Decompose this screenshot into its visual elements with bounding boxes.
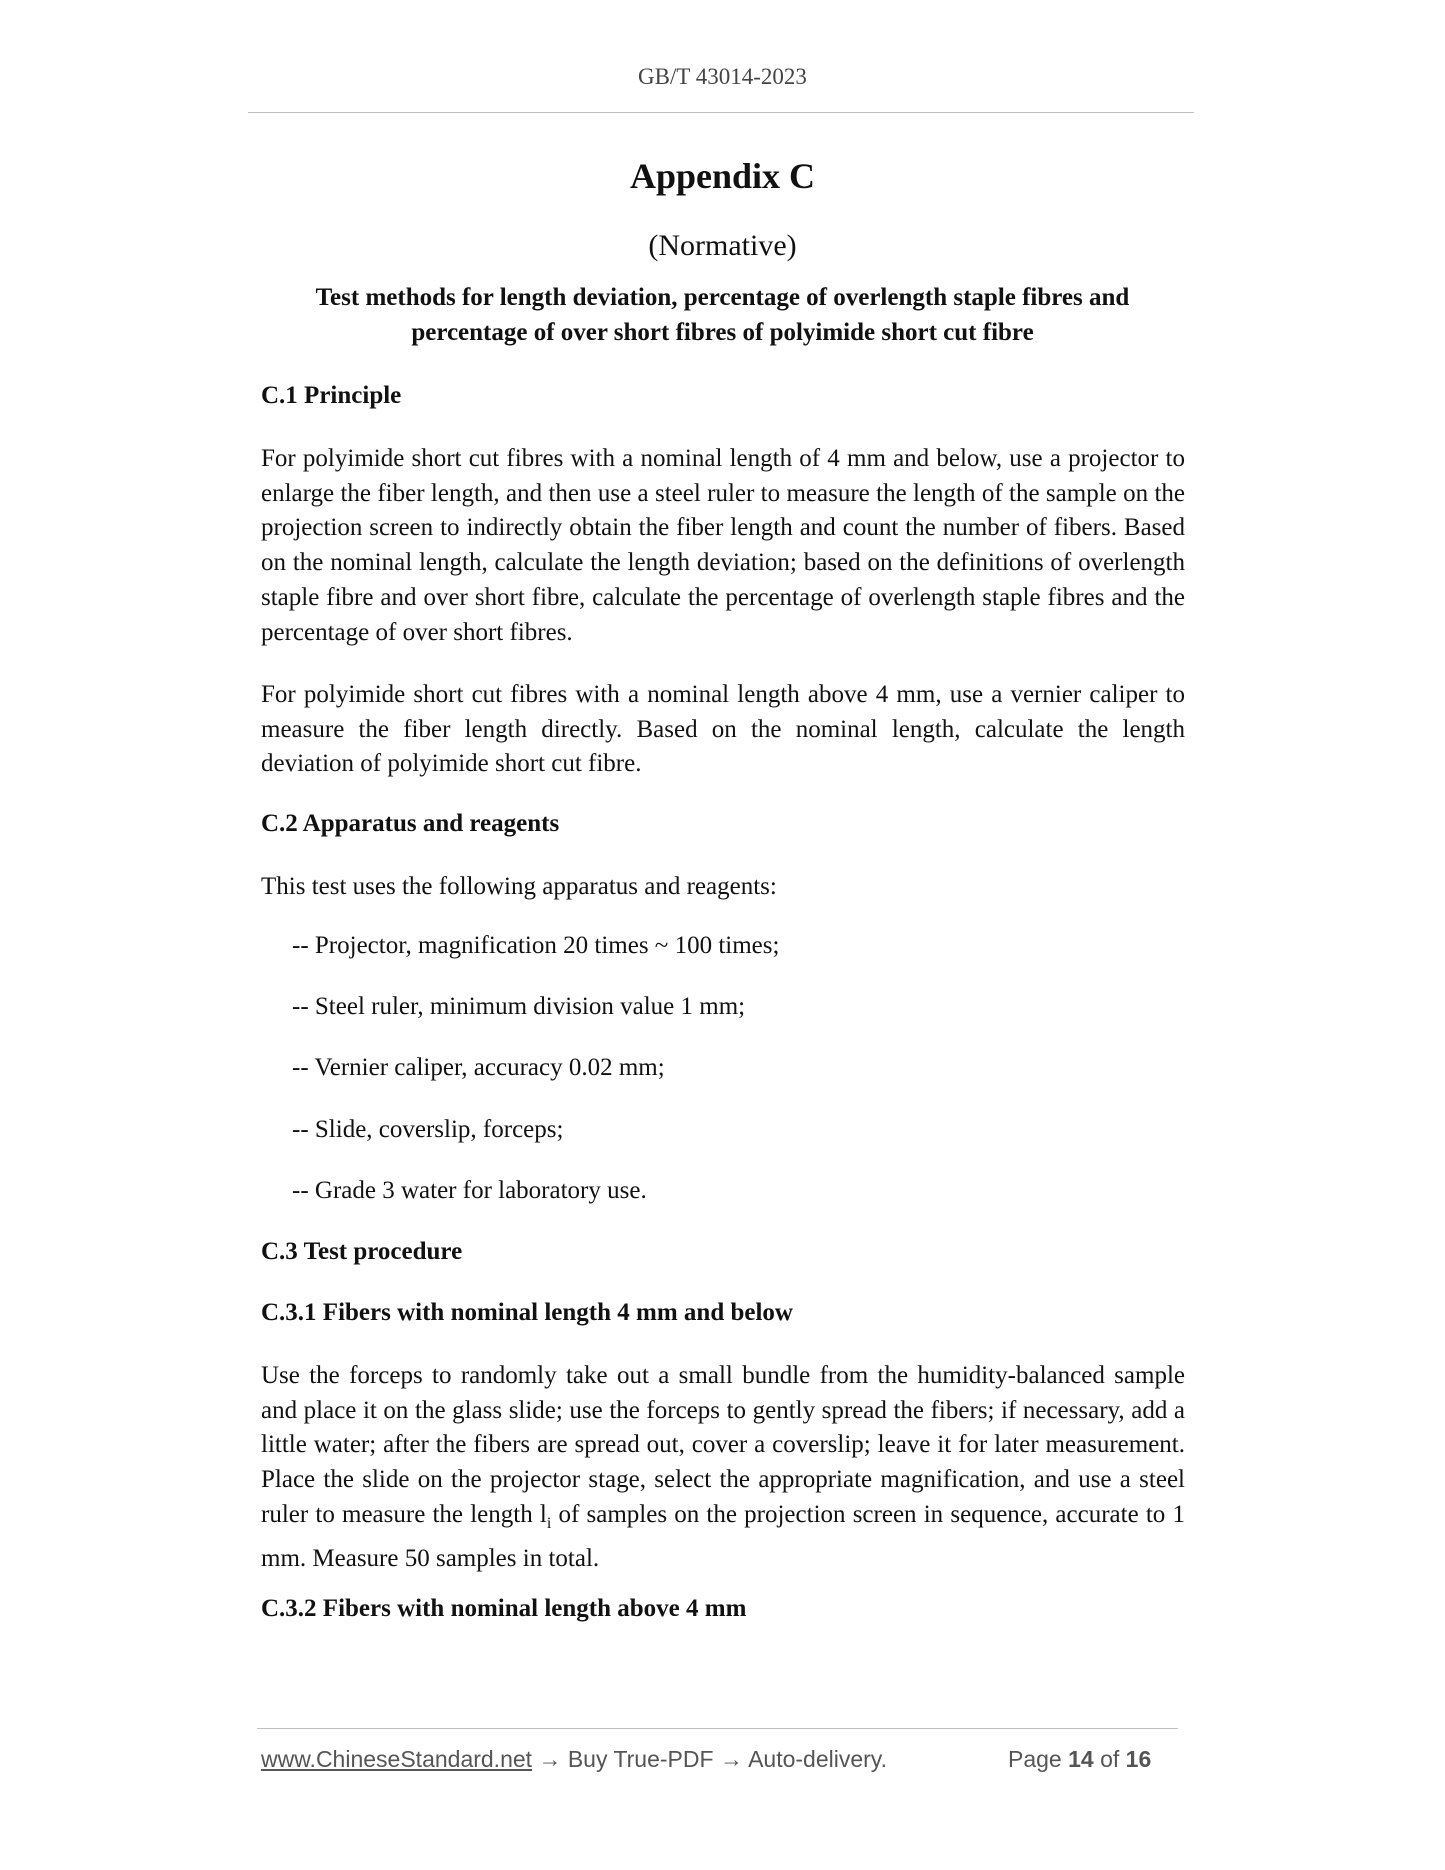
principle-paragraph-2: For polyimide short cut fibres with a nominal length above 4 mm, use a vernier caliper to measure the fiber length directly. Based on the nominal length, calculate the length deviation of polyimide short cut fibre.	[261, 681, 1185, 778]
page-indicator	[1008, 1746, 1151, 1773]
appendix-type: (Normative)	[648, 229, 797, 262]
procedure-paragraph	[261, 1359, 1185, 1576]
section-heading-c2: C.2 Apparatus and reagents	[261, 810, 560, 837]
apparatus-intro: This test uses the following apparatus and reagents:	[261, 873, 777, 900]
apparatus-item: -- Projector, magnification 20 times ~ 100 times;	[292, 932, 780, 959]
document-title-line-1: Test methods for length deviation, percentage of overlength staple fibres and	[315, 284, 1130, 311]
footer-promo	[261, 1746, 887, 1773]
apparatus-item: -- Slide, coverslip, forceps;	[292, 1116, 564, 1143]
apparatus-item: -- Vernier caliper, accuracy 0.02 mm;	[292, 1054, 665, 1081]
buy-true-pdf-text: Buy True-PDF	[567, 1746, 714, 1772]
section-heading-c3: C.3 Test procedure	[261, 1238, 463, 1265]
subsection-heading-c3-1: C.3.1 Fibers with nominal length 4 mm and below	[261, 1299, 793, 1326]
document-title	[270, 280, 1175, 350]
current-page-number: 14	[1068, 1746, 1094, 1772]
apparatus-item: -- Steel ruler, minimum division value 1 mm;	[292, 993, 746, 1020]
of-label: of	[1100, 1746, 1120, 1772]
length-symbol: l	[539, 1500, 547, 1528]
total-pages-number: 16	[1125, 1746, 1152, 1772]
auto-delivery-text: Auto-delivery.	[748, 1746, 887, 1772]
appendix-title: Appendix C	[629, 156, 816, 196]
header-divider	[248, 112, 1194, 113]
arrow-icon: →	[719, 1746, 743, 1772]
page-label: Page	[1008, 1746, 1062, 1772]
subsection-heading-c3-2: C.3.2 Fibers with nominal length above 4 mm	[261, 1595, 747, 1622]
document-title-line-2: percentage of over short fibres of polyimide short cut fibre	[411, 319, 1034, 346]
procedure-text-start: Use the forceps to randomly take out a small bundle from the humidity-balanced sample and place it on the glass slide; use the forceps to gently spread the fibers; if necessary, add a little water; after the fibers are spread out, cover a coverslip; leave it for later measurement. Place the slide on the projector stage, select the appropriate magnification, and use a steel ruler to measure the length	[261, 1362, 1185, 1528]
procedure-text-end: of samples on the projection screen in sequence, accurate to 1 mm. Measure 50 samples in total.	[261, 1500, 1185, 1572]
section-heading-c1: C.1 Principle	[261, 382, 402, 409]
length-subscript: i	[546, 1514, 552, 1532]
apparatus-item: -- Grade 3 water for laboratory use.	[292, 1177, 647, 1204]
standard-code-header: GB/T 43014-2023	[638, 64, 807, 89]
principle-paragraph-1: For polyimide short cut fibres with a nominal length of 4 mm and below, use a projector to enlarge the fiber length, and then use a steel ruler to measure the length of the sample on the projection screen to indirectly obtain the fiber length and count the number of fibers. Based on the nominal length, calculate the length deviation; based on the definitions of overlength staple fibre and over short fibre, calculate the percentage of overlength staple fibres and the percentage of over short fibres.	[261, 445, 1185, 646]
footer-divider	[257, 1728, 1178, 1729]
arrow-icon: →	[538, 1746, 562, 1772]
website-link[interactable]: www.ChineseStandard.net	[261, 1746, 533, 1772]
